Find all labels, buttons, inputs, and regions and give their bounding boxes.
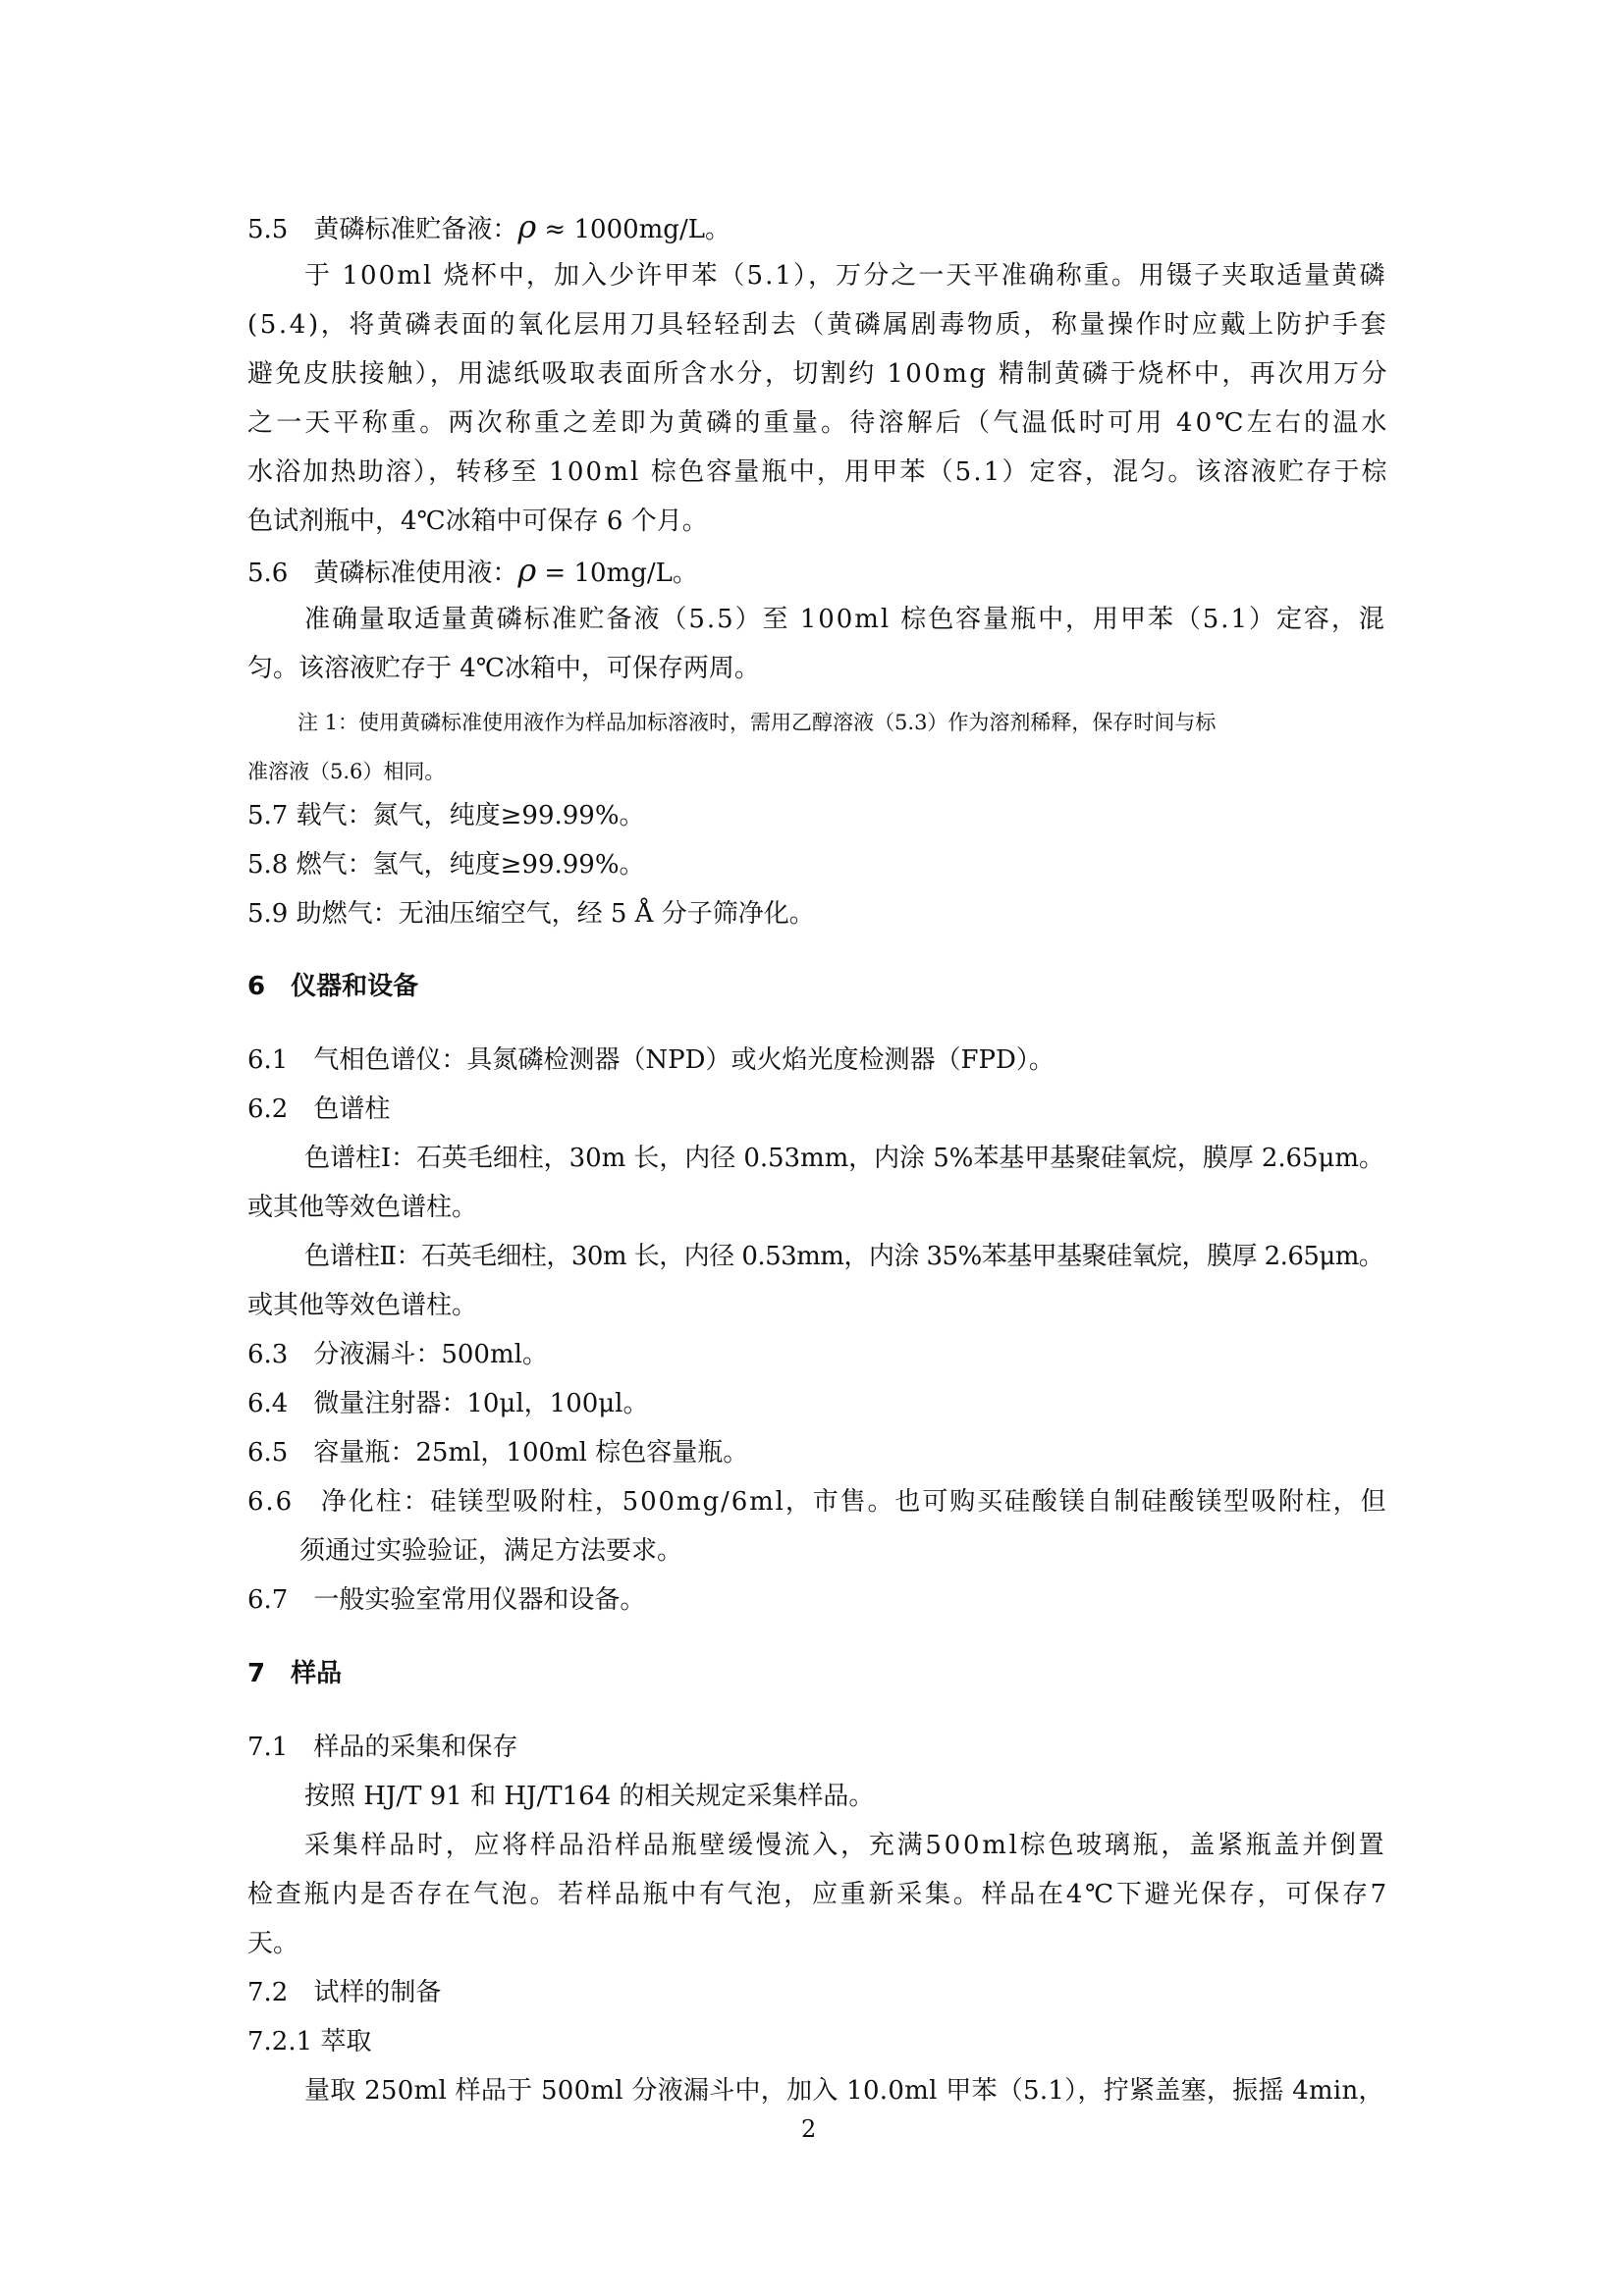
section-6-1: 6.1 气相色谱仪：具氮磷检测器（NPD）或火焰光度检测器（FPD）。 (247, 1045, 1055, 1075)
section-6-2: 6.2 色谱柱 (247, 1095, 391, 1124)
paragraph-line: 天。 (247, 1929, 299, 1958)
paragraph-line: 量取 250ml 样品于 500ml 分液漏斗中，加入 10.0ml 甲苯（5.1），拧紧盖塞，振摇 4min， (304, 2076, 1384, 2106)
section-5-5-heading: 5.5 黄磷标准贮备液：ρ ≈ 1000mg/L。 (247, 208, 730, 245)
paragraph-line: 准确量取适量黄磷标准贮备液（5.5）至 100ml 棕色容量瓶中，用甲苯（5.1）定容，混 (304, 605, 1386, 634)
section-5-8: 5.8 燃气：氢气，纯度≥99.99%。 (247, 850, 645, 880)
paragraph-line: 于 100ml 烧杯中，加入少许甲苯（5.1），万分之一天平准确称重。用镊子夹取适量黄磷 (304, 261, 1387, 291)
paragraph-line: 色谱柱Ⅱ：石英毛细柱，30m 长，内径 0.53mm，内涂 35%苯基甲基聚硅氧烷，膜厚 2.65μm。 (304, 1242, 1384, 1271)
section-6-4: 6.4 微量注射器：10μl，100μl。 (247, 1389, 649, 1418)
paragraph-line: 检查瓶内是否存在气泡。若样品瓶中有气泡，应重新采集。样品在4℃下避光保存，可保存7 (247, 1880, 1389, 1909)
page-number: 2 (801, 2115, 817, 2143)
paragraph-line: 须通过实验验证，满足方法要求。 (299, 1536, 683, 1566)
paragraph-line: 避免皮肤接触），用滤纸吸取表面所含水分，切割约 100mg 精制黄磷于烧杯中，再次用万分 (247, 359, 1389, 389)
paragraph-line: 色试剂瓶中，4℃冰箱中可保存 6 个月。 (247, 507, 708, 536)
note-line: 准溶液（5.6）相同。 (247, 760, 446, 783)
section-5-9: 5.9 助燃气：无油压缩空气，经 5 Å 分子筛净化。 (247, 899, 815, 929)
paragraph-line: 水浴加热助溶），转移至 100ml 棕色容量瓶中，用甲苯（5.1）定容，混匀。该溶液贮存于棕 (247, 457, 1389, 487)
paragraph-line: 按照 HJ/T 91 和 HJ/T164 的相关规定采集样品。 (304, 1782, 875, 1811)
paragraph-line: 之一天平称重。两次称重之差即为黄磷的重量。待溶解后（气温低时可用 40℃左右的温水 (247, 408, 1390, 438)
section-6-5: 6.5 容量瓶：25ml，100ml 棕色容量瓶。 (247, 1438, 749, 1468)
paragraph-line: (5.4)，将黄磷表面的氧化层用刀具轻轻刮去（黄磷属剧毒物质，称量操作时应戴上防护手套 (247, 310, 1389, 340)
rho-symbol: ρ (517, 552, 537, 589)
rho-symbol: ρ (517, 208, 537, 245)
section-7-1: 7.1 样品的采集和保存 (247, 1733, 518, 1762)
section-6-3: 6.3 分液漏斗：500ml。 (247, 1340, 548, 1369)
section-7-heading: 7 样品 (247, 1659, 343, 1688)
section-6-heading: 6 仪器和设备 (247, 972, 419, 1001)
section-7-2: 7.2 试样的制备 (247, 1978, 442, 2007)
section-6-7: 6.7 一般实验室常用仪器和设备。 (247, 1585, 646, 1615)
section-5-6-heading: 5.6 黄磷标准使用液：ρ = 10mg/L。 (247, 552, 698, 589)
paragraph-line: 采集样品时，应将样品沿样品瓶壁缓慢流入，充满500ml棕色玻璃瓶，盖紧瓶盖并倒置 (304, 1831, 1387, 1860)
paragraph-line: 匀。该溶液贮存于 4℃冰箱中，可保存两周。 (247, 654, 760, 683)
note-line: 注 1：使用黄磷标准使用液作为样品加标溶液时，需用乙醇溶液（5.3）作为溶剂稀释，保存时间与标 (298, 711, 1217, 734)
section-7-2-1: 7.2.1 萃取 (247, 2027, 372, 2056)
section-5-7: 5.7 载气：氮气，纯度≥99.99%。 (247, 801, 645, 830)
paragraph-line: 色谱柱Ⅰ：石英毛细柱，30m 长，内径 0.53mm，内涂 5%苯基甲基聚硅氧烷，膜厚 2.65μm。 (304, 1144, 1384, 1173)
section-6-6: 6.6 净化柱：硅镁型吸附柱，500mg/6ml，市售。也可购买硅酸镁自制硅酸镁型吸附柱，但 (247, 1487, 1388, 1517)
paragraph-line: 或其他等效色谱柱。 (247, 1291, 478, 1320)
paragraph-line: 或其他等效色谱柱。 (247, 1193, 478, 1222)
